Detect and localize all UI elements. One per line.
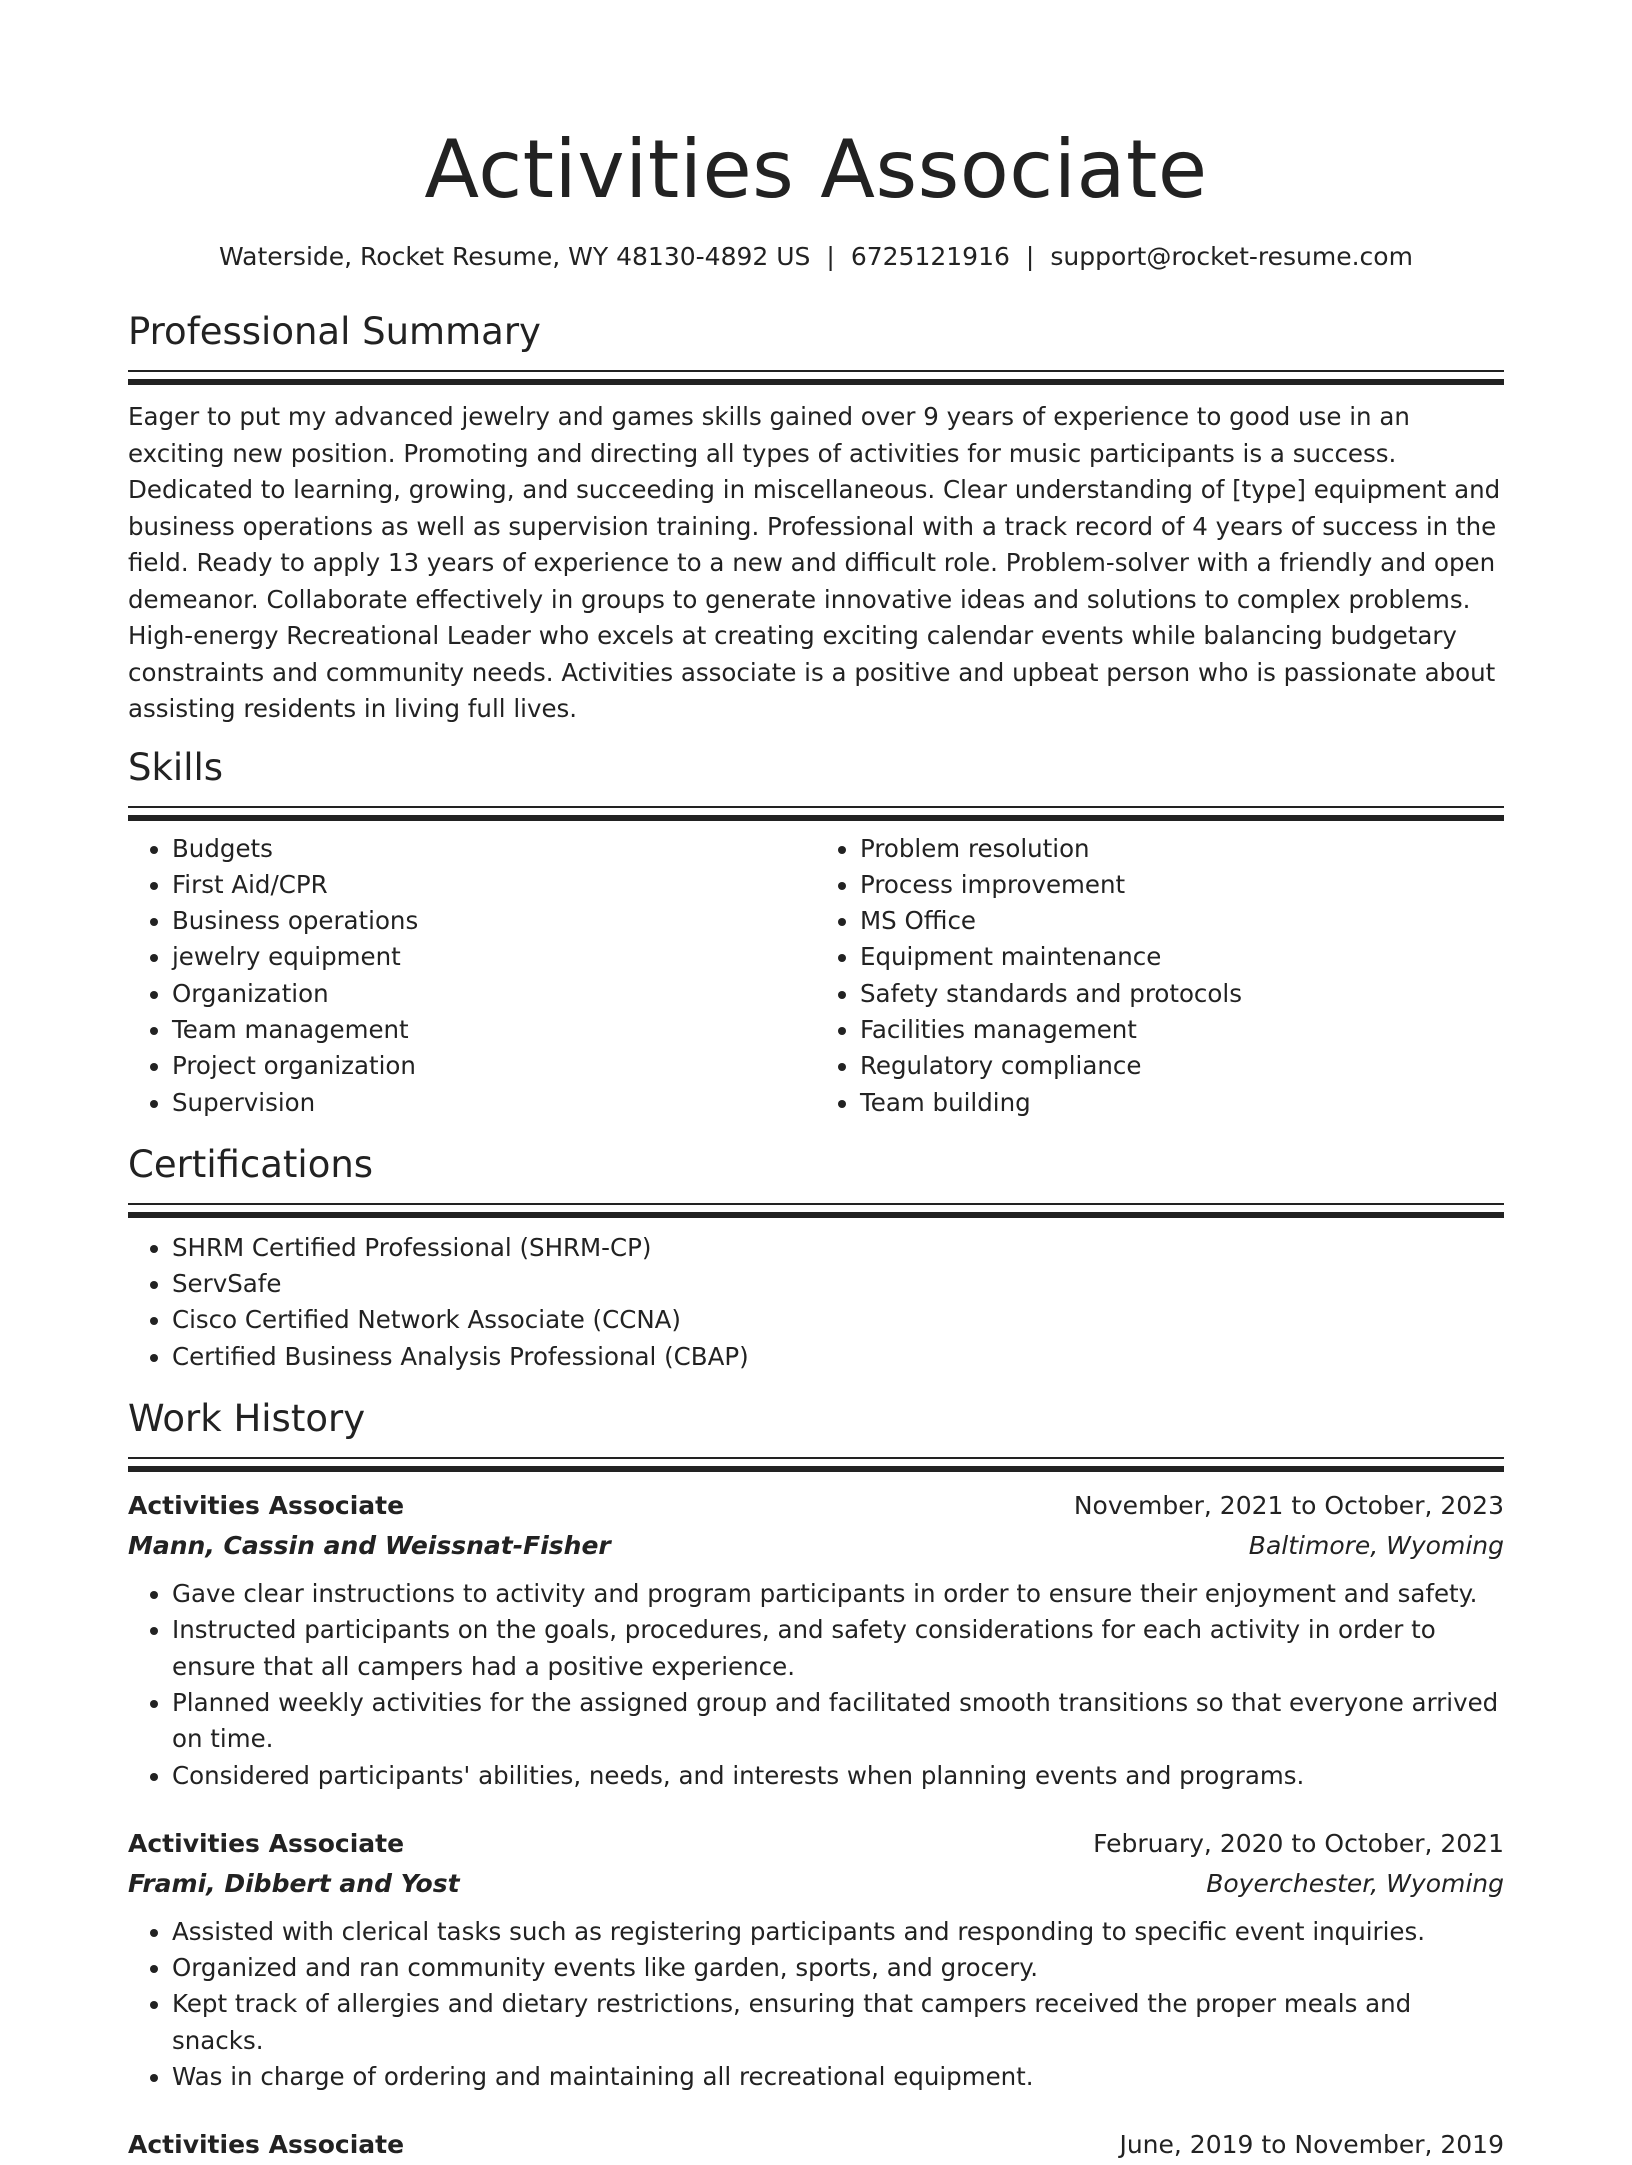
skill-item: • Organization xyxy=(172,976,816,1012)
job-subheader xyxy=(128,1864,1504,1904)
skill-item: • Team management xyxy=(172,1012,816,1048)
skills-column-right xyxy=(816,831,1504,1121)
skills-heading: Skills xyxy=(128,745,224,789)
certification-item: • Cisco Certified Network Associate (CCNA) xyxy=(172,1302,1504,1338)
skill-item: • Team building xyxy=(860,1085,1504,1121)
contact-email: support@rocket-resume.com xyxy=(1050,242,1413,271)
job-title: Activities Associate xyxy=(128,1828,405,1858)
certifications-section xyxy=(128,1141,1504,1375)
job-bullet: • Gave clear instructions to activity and program participants in order to ensure their enjoyment and safety. xyxy=(172,1576,1504,1612)
job-bullet: • Considered participants' abilities, needs, and interests when planning events and programs. xyxy=(172,1758,1504,1794)
skills-columns xyxy=(128,831,1504,1121)
skill-item: • Safety standards and protocols xyxy=(860,976,1504,1012)
skill-item: • Supervision xyxy=(172,1085,816,1121)
job-dates: February, 2020 to October, 2021 xyxy=(1093,1828,1504,1858)
job-location: Boyerchester, Wyoming xyxy=(1206,1868,1504,1898)
job-header xyxy=(128,1824,1504,1864)
certifications-heading: Certifications xyxy=(128,1142,374,1186)
job-bullet: • Instructed participants on the goals, procedures, and safety considerations for each activity in order to ensure that all campers had a positive experience. xyxy=(172,1612,1504,1685)
skills-list-right xyxy=(816,831,1504,1121)
job-subheader xyxy=(128,1526,1504,1566)
contact-line xyxy=(128,240,1504,274)
job-entry xyxy=(128,2125,1504,2165)
skills-section xyxy=(128,744,1504,1121)
certification-item: • Certified Business Analysis Professional (CBAP) xyxy=(172,1339,1504,1375)
section-divider xyxy=(128,1457,1504,1472)
section-divider xyxy=(128,1203,1504,1218)
job-entry xyxy=(128,1824,1504,2095)
job-location: Baltimore, Wyoming xyxy=(1248,1531,1504,1561)
job-dates: November, 2021 to October, 2023 xyxy=(1073,1491,1504,1521)
job-bullets xyxy=(128,1914,1504,2095)
skill-item: • First Aid/CPR xyxy=(172,867,816,903)
skill-item: • Business operations xyxy=(172,903,816,939)
job-bullet: • Kept track of allergies and dietary restrictions, ensuring that campers received the proper meals and snacks. xyxy=(172,1986,1504,2059)
job-dates: June, 2019 to November, 2019 xyxy=(1119,2130,1504,2160)
job-entry xyxy=(128,1486,1504,1794)
certification-item: • SHRM Certified Professional (SHRM-CP) xyxy=(172,1230,1504,1266)
work-history-heading: Work History xyxy=(128,1397,366,1441)
skill-item: • Facilities management xyxy=(860,1012,1504,1048)
job-company: Mann, Cassin and Weissnat-Fisher xyxy=(128,1531,611,1561)
section-divider xyxy=(128,806,1504,821)
skills-list-left xyxy=(128,831,816,1121)
section-divider xyxy=(128,370,1504,385)
work-history-section xyxy=(128,1395,1504,2165)
skill-item: • jewelry equipment xyxy=(172,939,816,975)
contact-separator: | xyxy=(1025,242,1035,271)
skill-item: • Process improvement xyxy=(860,867,1504,903)
job-title: Activities Associate xyxy=(128,2130,405,2160)
summary-section xyxy=(128,308,1504,728)
job-bullet: • Assisted with clerical tasks such as registering participants and responding to specific event inquiries. xyxy=(172,1914,1504,1950)
skill-item: • Project organization xyxy=(172,1048,816,1084)
certification-item: • ServSafe xyxy=(172,1266,1504,1302)
skill-item: • Budgets xyxy=(172,831,816,867)
resume-name: Activities Associate xyxy=(424,123,1208,216)
skill-item: • Equipment maintenance xyxy=(860,939,1504,975)
job-company: Frami, Dibbert and Yost xyxy=(128,1868,460,1898)
skill-item: • Problem resolution xyxy=(860,831,1504,867)
job-bullet: • Was in charge of ordering and maintaining all recreational equipment. xyxy=(172,2059,1504,2095)
certifications-list xyxy=(128,1230,1504,1375)
summary-heading: Professional Summary xyxy=(128,310,541,353)
job-bullets xyxy=(128,1576,1504,1794)
skills-column-left xyxy=(128,831,816,1121)
contact-phone: 6725121916 xyxy=(850,242,1010,271)
job-title: Activities Associate xyxy=(128,1491,405,1521)
contact-separator: | xyxy=(826,242,835,271)
job-bullet: • Organized and ran community events like garden, sports, and grocery. xyxy=(172,1950,1504,1986)
skill-item: • MS Office xyxy=(860,903,1504,939)
summary-text: Eager to put my advanced jewelry and games skills gained over 9 years of experience to good use in an exciting new position. Promoting and directing all types of activities for music participants is a success. Dedicated to learning, growing, and succeeding in miscellaneous. Clear understanding of [type] equipment and business operations as well as supervision training. Professional with a track record of 4 years of success in the field. Ready to apply 13 years of experience to a new and difficult role. Problem-solver with a friendly and open demeanor. Collaborate effectively in groups to generate innovative ideas and solutions to complex problems. High-energy Recreational Leader who excels at creating exciting calendar events while balancing budgetary constraints and community needs. Activities associate is a positive and upbeat person who is passionate about assisting residents in living full lives. xyxy=(128,402,1501,723)
job-header xyxy=(128,2125,1504,2165)
job-bullet: • Planned weekly activities for the assigned group and facilitated smooth transitions so that everyone arrived on time. xyxy=(172,1685,1504,1758)
skill-item: • Regulatory compliance xyxy=(860,1048,1504,1084)
job-header xyxy=(128,1486,1504,1526)
contact-address: Waterside, Rocket Resume, WY 48130-4892 US xyxy=(219,242,811,271)
